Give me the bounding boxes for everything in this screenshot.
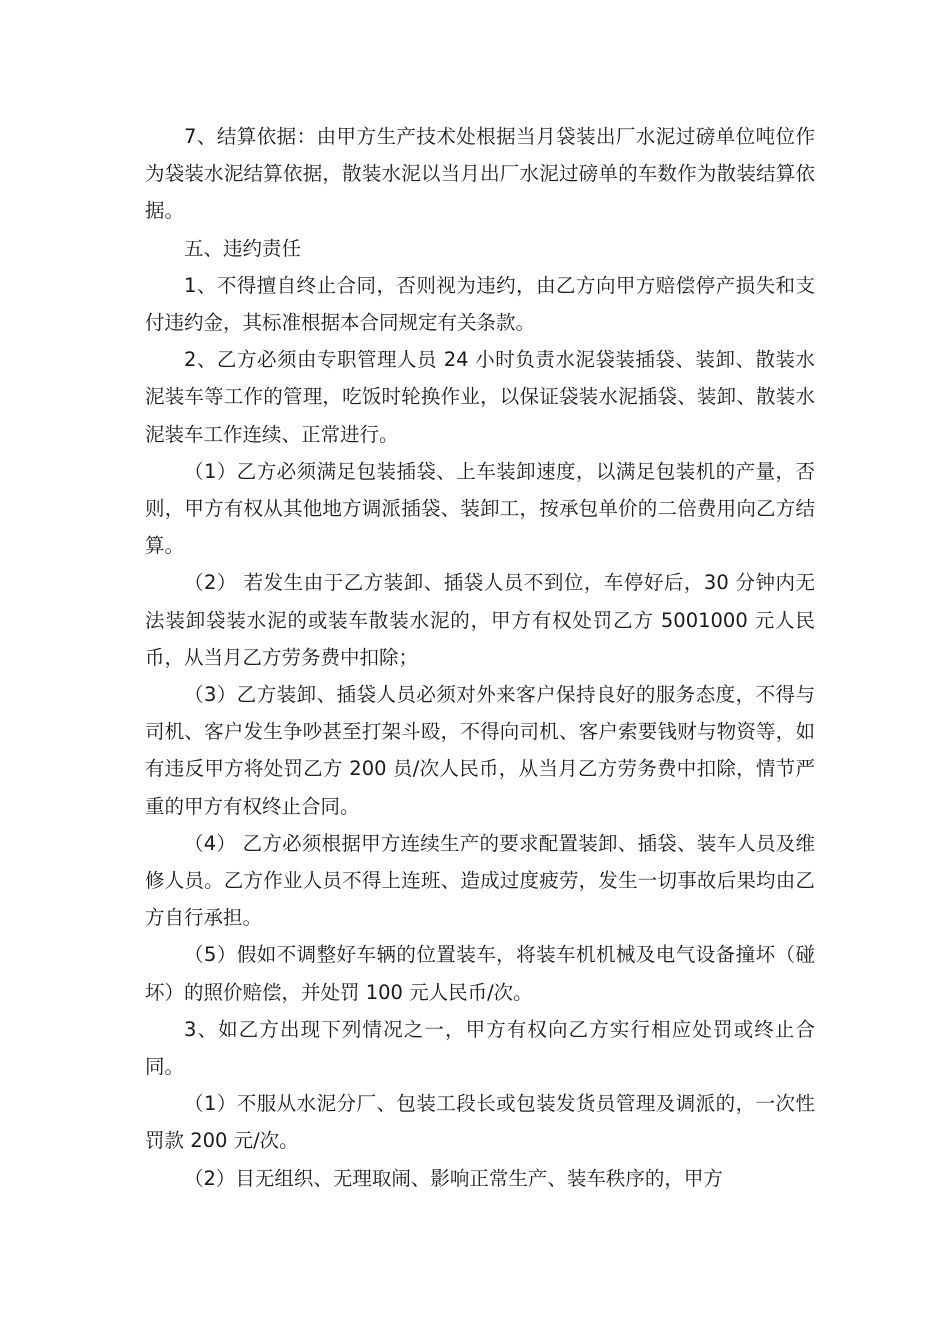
clause-2-management: 2、乙方必须由专职管理人员 24 小时负责水泥袋装插袋、装卸、散装水泥装车等工作的管理，吃饭时轮换作业，以保证袋装水泥插袋、装卸、散装水泥装车工作连续、正常进行。 [145,348,815,446]
clause-7-settlement-basis: 7、结算依据：由甲方生产技术处根据当月袋装出厂水泥过磅单位吨位作为袋装水泥结算依据，散装水泥以当月出厂水泥过磅单的车数作为散装结算依据。 [145,125,815,223]
clause-3-penalties: 3、如乙方出现下列情况之一，甲方有权向乙方实行相应处罚或终止合同。 [145,1017,815,1079]
sub-item-4-staffing: （4） 乙方必须根据甲方连续生产的要求配置装卸、插袋、装车人员及维修人员。乙方作业人员不得上连班、造成过度疲劳，发生一切事故后果均由乙方自行承担。 [145,831,815,930]
document-body [145,118,815,1197]
sub-item-1-speed: （1）乙方必须满足包装插袋、上车装卸速度，以满足包装机的产量，否则，甲方有权从其他地方调派插袋、装卸工，按承包单价的二倍费用向乙方结算。 [145,459,815,558]
sub-item-3-service-attitude: （3）乙方装卸、插袋人员必须对外来客户保持良好的服务态度，不得与司机、客户发生争吵甚至打架斗殴，不得向司机、客户索要钱财与物资等，如有违反甲方将处罚乙方 200 员/次人民币，从当月乙方劳务费中扣除，情节严重的甲方有权终止合同。 [145,683,815,818]
sub-item-5-vehicle-position: （5）假如不调整好车辆的位置装车，将装车机机械及电气设备撞坏（碰坏）的照价赔偿，并处罚 100 元人民币/次。 [145,943,815,1004]
sub-item-2-disorder: （2）目无组织、无理取闹、影响正常生产、装车秩序的，甲方 [184,1166,723,1190]
sub-item-2-absence: （2） 若发生由于乙方装卸、插袋人员不到位，车停好后，30 分钟内无法装卸袋装水泥的或装车散装水泥的，甲方有权处罚乙方 5001000 元人民币，从当月乙方劳务费中扣除； [145,571,815,669]
section-5-heading: 五、违约责任 [184,236,302,260]
sub-item-1-disobedience: （1）不服从水泥分厂、包装工段长或包装发货员管理及调派的，一次性罚款 200 元/次。 [145,1092,815,1153]
clause-1-termination: 1、不得擅自终止合同，否则视为违约，由乙方向甲方赔偿停产损失和支付违约金，其标准根据本合同规定有关条款。 [145,273,815,335]
